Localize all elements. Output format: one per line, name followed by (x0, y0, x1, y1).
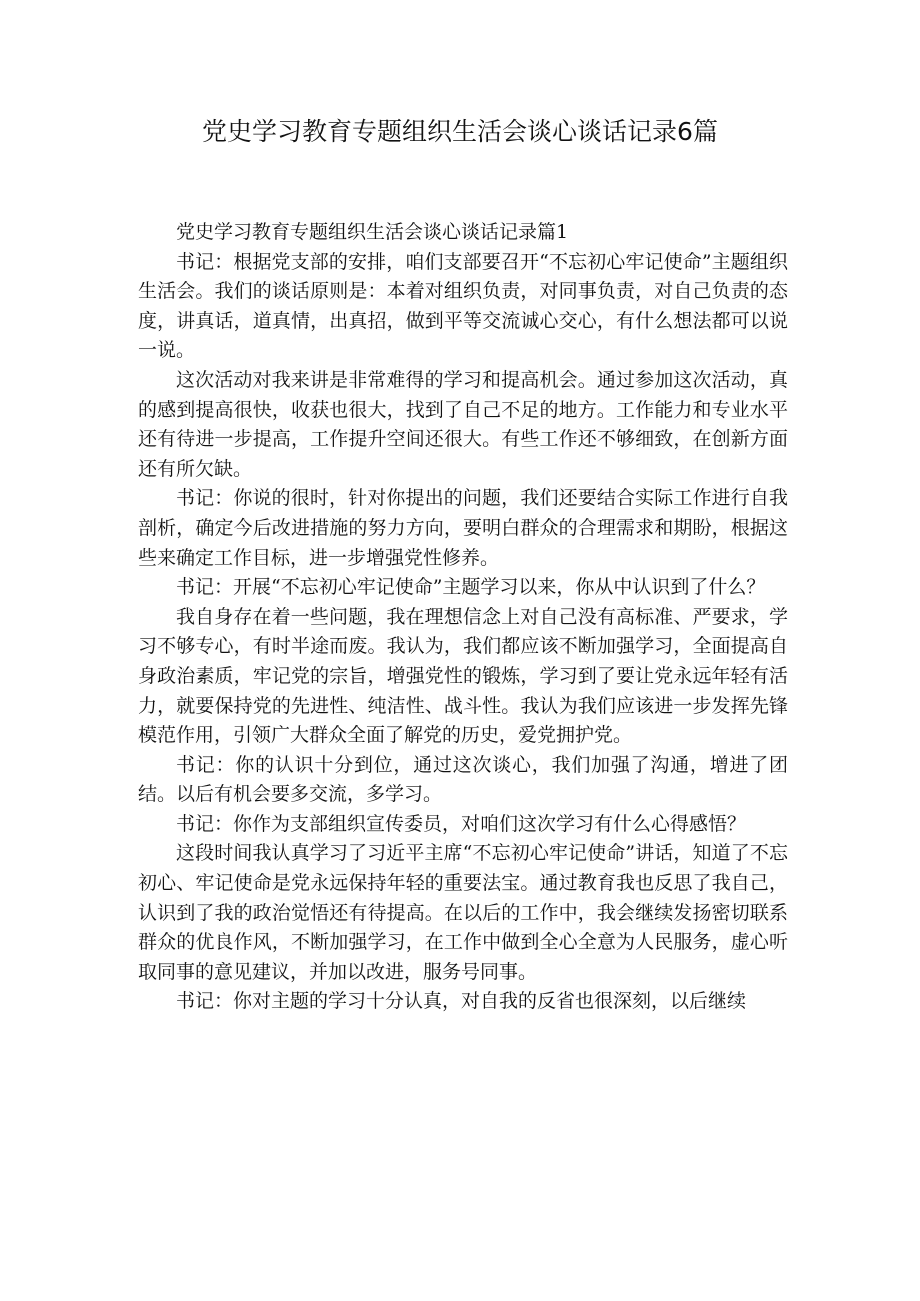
paragraph: 书记：你作为支部组织宣传委员，对咱们这次学习有什么心得感悟？ (176, 812, 747, 835)
paragraph: 书记：开展“不忘初心牢记使命”主题学习以来，你从中认识到了什么？ (176, 576, 766, 599)
document-title: 党史学习教育专题组织生活会谈心谈话记录6篇 (202, 117, 718, 146)
document-body (138, 218, 788, 1017)
paragraph: 书记：你的认识十分到位，通过这次谈心，我们加强了沟通，增进了团结。以后有机会要多交流，多学习。 (138, 753, 788, 806)
paragraph: 书记：你说的很时，针对你提出的问题，我们还要结合实际工作进行自我剖析，确定今后改进措施的努力方向，要明白群众的合理需求和期盼，根据这些来确定工作目标，进一步增强党性修养。 (138, 487, 788, 569)
paragraph: 书记：你对主题的学习十分认真，对自我的反省也很深刻，以后继续 (176, 990, 747, 1013)
paragraph: 书记：根据党支部的安排，咱们支部要召开“不忘初心牢记使命”主题组织生活会。我们的谈话原则是：本着对组织负责，对同事负责，对自己负责的态度，讲真话，道真情，出真招，做到平等交流诚心交心，有什么想法都可以说一说。 (138, 250, 788, 362)
paragraph: 这次活动对我来讲是非常难得的学习和提高机会。通过参加这次活动，真的感到提高很快，收获也很大，找到了自己不足的地方。工作能力和专业水平还有待进一步提高，工作提升空间还很大。有些工作还不够细致，在创新方面还有所欠缺。 (138, 368, 788, 480)
paragraph: 这段时间我认真学习了习近平主席“不忘初心牢记使命”讲话，知道了不忘初心、牢记使命是党永远保持年轻的重要法宝。通过教育我也反思了我自己，认识到了我的政治觉悟还有待提高。在以后的工作中，我会继续发扬密切联系群众的优良作风，不断加强学习，在工作中做到全心全意为人民服务，虚心听取同事的意见建议，并加以改进，服务号同事。 (138, 842, 788, 983)
paragraph: 我自身存在着一些问题，我在理想信念上对自己没有高标准、严要求，学习不够专心，有时半途而废。我认为，我们都应该不断加强学习，全面提高自身政治素质，牢记党的宗旨，增强党性的锻炼，学习到了要让党永远年轻有活力，就要保持党的先进性、纯洁性、战斗性。我认为我们应该进一步发挥先锋模范作用，引领广大群众全面了解党的历史，爱党拥护党。 (138, 605, 788, 747)
section-heading: 党史学习教育专题组织生活会谈心谈话记录篇1 (176, 221, 569, 243)
